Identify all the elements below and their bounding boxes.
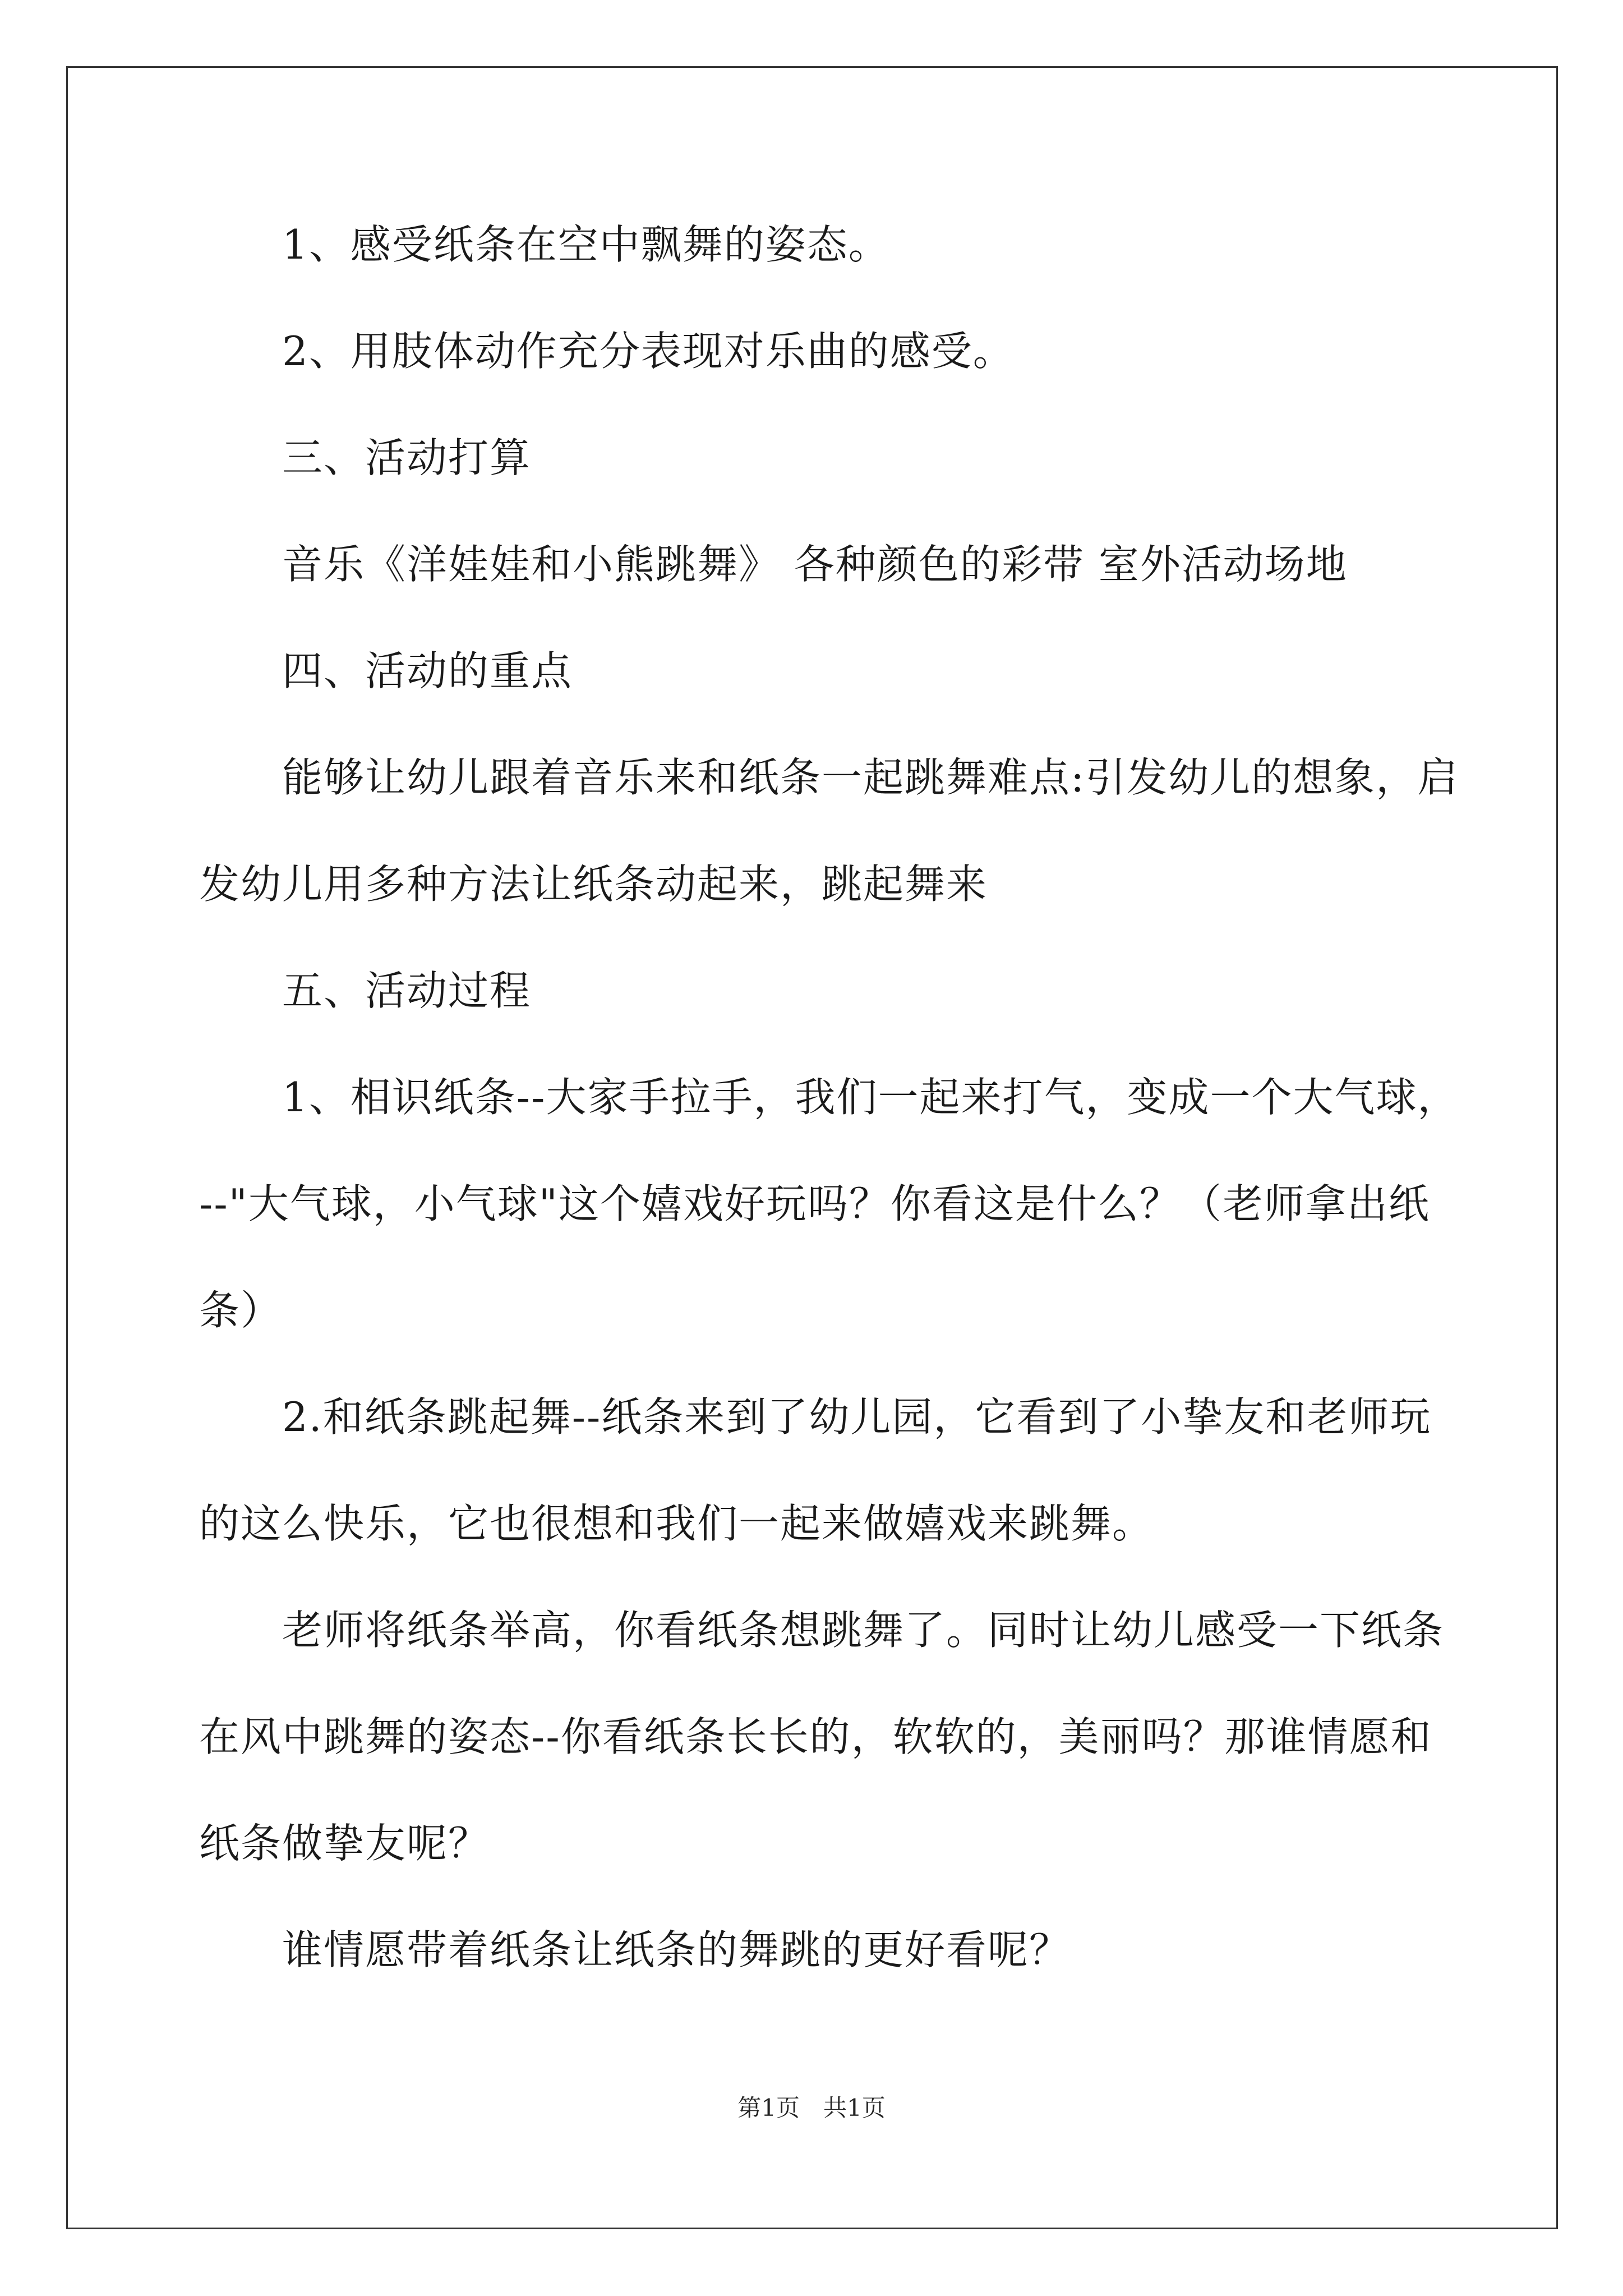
section-heading-process: 五、活动过程 [282,967,532,1014]
process-paragraph-line-2: 在风中跳舞的姿态--你看纸条长长的，软软的，美丽吗？那谁情愿和 [199,1713,1432,1760]
materials-line: 音乐《洋娃娃和小熊跳舞》 各种颜色的彩带 室外活动场地 [282,541,1348,588]
process-step-2-line-1: 2.和纸条跳起舞--纸条来到了幼儿园，它看到了小挚友和老师玩 [282,1393,1432,1441]
process-paragraph-line-1: 老师将纸条举高，你看纸条想跳舞了。同时让幼儿感受一下纸条 [282,1607,1445,1654]
process-step-1-line-1: 1、相识纸条--大家手拉手，我们一起来打气，变成一个大气球， [282,1074,1459,1121]
process-question-line: 谁情愿带着纸条让纸条的舞跳的更好看呢？ [282,1926,1071,1973]
page-number-footer: 第1页 共1页 [737,2094,886,2122]
objective-1: 1、感受纸条在空中飘舞的姿态。 [282,221,890,268]
section-heading-key-points: 四、活动的重点 [282,647,573,694]
section-heading-preparation: 三、活动打算 [282,434,532,481]
process-paragraph-line-3: 纸条做挚友呢？ [199,1820,490,1867]
process-step-2-line-2: 的这么快乐，它也很想和我们一起来做嬉戏来跳舞。 [199,1500,1154,1547]
page-border [66,66,1558,2229]
objective-2: 2、用肢体动作充分表现对乐曲的感受。 [282,328,1015,375]
process-step-1-line-2: --"大气球，小气球"这个嬉戏好玩吗？你看这是什么？（老师拿出纸 [199,1180,1430,1227]
key-points-line-1: 能够让幼儿跟着音乐来和纸条一起跳舞难点:引发幼儿的想象，启 [282,754,1459,801]
process-step-1-line-3: 条） [199,1287,283,1334]
key-points-line-2: 发幼儿用多种方法让纸条动起来，跳起舞来 [199,861,988,908]
